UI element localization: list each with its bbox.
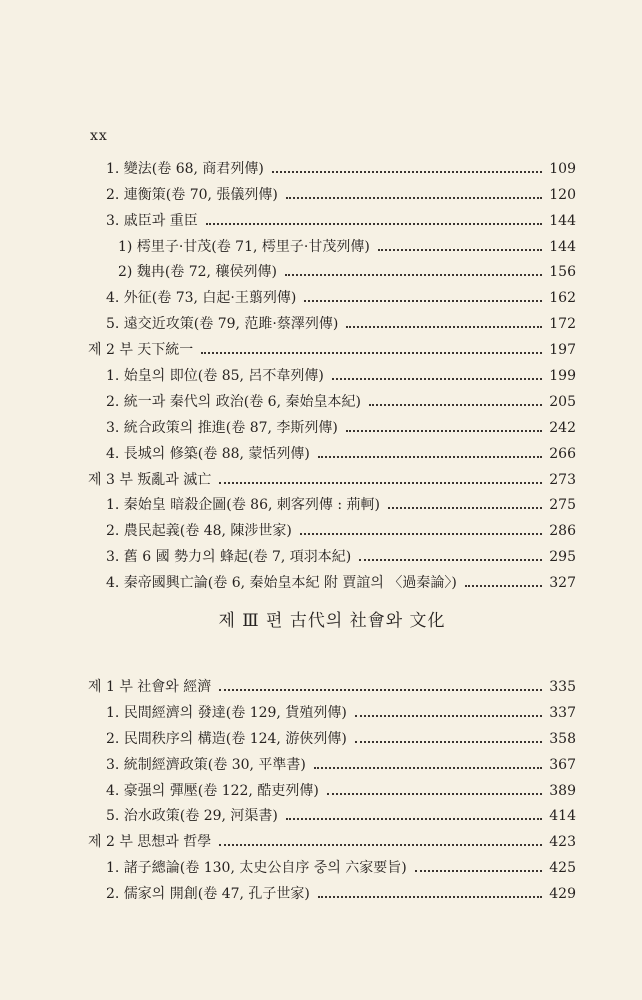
toc-entry-label: 4. 秦帝國興亡論(卷 6, 秦始皇本紀 附 賈誼의 〈過秦論〉)	[106, 575, 457, 592]
toc-entry-label: 1) 樗里子·甘茂(卷 71, 樗里子·甘茂列傳)	[118, 238, 370, 255]
dot-leader	[378, 243, 542, 253]
dot-leader	[465, 579, 542, 589]
toc-entry-label: 2) 魏冉(卷 72, 穰侯列傳)	[118, 264, 277, 281]
toc-entry-page: 295	[549, 549, 576, 566]
toc-entry-label: 2. 農民起義(卷 48, 陳涉世家)	[106, 523, 292, 540]
toc-entry-page: 273	[549, 471, 576, 488]
toc-entry-label: 3. 舊 6 國 勢力의 蜂起(卷 7, 項羽本紀)	[106, 549, 352, 566]
toc-entry	[88, 540, 576, 566]
dot-leader	[219, 838, 542, 848]
toc-entry-label: 1. 秦始皇 暗殺企圖(卷 86, 刺客列傳 : 荊軻)	[106, 497, 380, 514]
toc-entry-label: 4. 長城의 修築(卷 88, 蒙恬列傳)	[106, 445, 310, 462]
table-of-contents	[88, 152, 576, 903]
dot-leader	[415, 864, 542, 874]
dot-leader	[304, 294, 542, 304]
toc-entry	[88, 877, 576, 903]
toc-entry-label: 4. 豪强의 彈壓(卷 122, 酷吏列傳)	[106, 782, 319, 799]
toc-entry-label: 1. 民間經濟의 發達(卷 129, 貨殖列傳)	[106, 704, 347, 721]
toc-entry-page: 172	[549, 316, 576, 333]
toc-part-entry	[88, 463, 576, 489]
toc-entry	[88, 281, 576, 307]
dot-leader	[355, 735, 542, 745]
toc-entry-label: 5. 治水政策(卷 29, 河渠書)	[106, 808, 278, 825]
toc-entry	[88, 774, 576, 800]
toc-entry	[88, 385, 576, 411]
dot-leader	[346, 424, 542, 434]
toc-entry-page: 144	[549, 212, 576, 229]
toc-entry-page: 286	[549, 523, 576, 540]
dot-leader	[201, 346, 542, 356]
toc-entry-page: 414	[549, 808, 576, 825]
toc-entry	[88, 411, 576, 437]
dot-leader	[300, 527, 542, 537]
toc-entry-page: 275	[549, 497, 576, 514]
toc-entry-page: 389	[549, 782, 576, 799]
toc-entry-label: 제 1 부 社會와 經濟	[88, 679, 212, 696]
toc-entry	[88, 204, 576, 230]
toc-entry-page: 337	[549, 704, 576, 721]
toc-entry	[88, 230, 576, 256]
toc-entry-page: 120	[549, 186, 576, 203]
toc-entry-label: 제 2 부 思想과 哲學	[88, 834, 212, 851]
toc-entry	[88, 489, 576, 515]
dot-leader	[285, 268, 542, 278]
toc-entry-label: 2. 統一과 秦代의 政治(卷 6, 秦始皇本紀)	[106, 393, 361, 410]
dot-leader	[369, 398, 542, 408]
toc-entry-page: 144	[549, 238, 576, 255]
toc-entry	[88, 359, 576, 385]
dot-leader	[359, 553, 542, 563]
toc-entry-label: 제 3 부 叛亂과 滅亡	[88, 471, 212, 488]
dot-leader	[318, 450, 542, 460]
toc-entry	[88, 722, 576, 748]
toc-entry-page: 109	[549, 160, 576, 177]
toc-entry	[88, 514, 576, 540]
dot-leader	[206, 217, 542, 227]
toc-entry	[88, 800, 576, 826]
toc-entry-label: 1. 始皇의 即位(卷 85, 呂不韋列傳)	[106, 368, 324, 385]
toc-entry-page: 367	[549, 756, 576, 773]
dot-leader	[388, 501, 542, 511]
toc-entry-page: 335	[549, 679, 576, 696]
toc-entry-page: 266	[549, 445, 576, 462]
toc-entry-page: 205	[549, 393, 576, 410]
toc-entry	[88, 566, 576, 592]
toc-entry-label: 3. 戚臣과 重臣	[106, 212, 198, 229]
toc-entry-page: 429	[549, 886, 576, 903]
dot-leader	[286, 191, 542, 201]
section-title: 제 Ⅲ 편 古代의 社會와 文化	[218, 611, 446, 632]
dot-leader	[314, 761, 542, 771]
toc-entry	[88, 307, 576, 333]
dot-leader	[318, 890, 542, 900]
toc-entry-label: 제 2 부 天下統一	[88, 342, 194, 359]
toc-entry-label: 2. 連衡策(卷 70, 張儀列傳)	[106, 186, 278, 203]
toc-part-entry	[88, 670, 576, 696]
dot-leader	[272, 165, 542, 175]
dot-leader	[355, 709, 542, 719]
toc-part-entry	[88, 333, 576, 359]
toc-entry-label: 3. 統合政策의 推進(卷 87, 李斯列傳)	[106, 419, 338, 436]
toc-entry-page: 423	[549, 834, 576, 851]
toc-list-part-1	[88, 152, 576, 592]
toc-entry-page: 199	[549, 368, 576, 385]
toc-entry-label: 2. 民間秩序의 構造(卷 124, 游俠列傳)	[106, 730, 347, 747]
toc-entry-label: 2. 儒家의 開創(卷 47, 孔子世家)	[106, 886, 310, 903]
dot-leader	[332, 372, 542, 382]
toc-entry	[88, 748, 576, 774]
toc-entry-page: 327	[549, 575, 576, 592]
toc-entry-label: 4. 外征(卷 73, 白起·王翦列傳)	[106, 290, 297, 307]
toc-entry	[88, 152, 576, 178]
toc-entry-page: 358	[549, 730, 576, 747]
dot-leader	[286, 812, 542, 822]
toc-entry-page: 425	[549, 860, 576, 877]
dot-leader	[219, 683, 542, 693]
page-number: xx	[90, 128, 108, 144]
dot-leader	[219, 476, 542, 486]
toc-entry-label: 1. 變法(卷 68, 商君列傳)	[106, 160, 264, 177]
toc-entry-label: 3. 統制經濟政策(卷 30, 平準書)	[106, 756, 306, 773]
section-heading-block	[88, 592, 576, 648]
toc-entry-page: 197	[549, 342, 576, 359]
toc-entry	[88, 696, 576, 722]
toc-list-part-2	[88, 670, 576, 903]
dot-leader	[327, 787, 542, 797]
toc-entry-page: 156	[549, 264, 576, 281]
dot-leader	[346, 320, 542, 330]
toc-entry-page: 162	[549, 290, 576, 307]
toc-entry-label: 1. 諸子總論(卷 130, 太史公自序 중의 六家要旨)	[106, 860, 407, 877]
toc-entry	[88, 851, 576, 877]
toc-entry-label: 5. 遠交近攻策(卷 79, 范雎·蔡澤列傳)	[106, 316, 339, 333]
spacer	[88, 648, 576, 670]
toc-part-entry	[88, 825, 576, 851]
toc-entry	[88, 178, 576, 204]
toc-entry-page: 242	[549, 419, 576, 436]
toc-entry	[88, 256, 576, 282]
toc-entry	[88, 437, 576, 463]
